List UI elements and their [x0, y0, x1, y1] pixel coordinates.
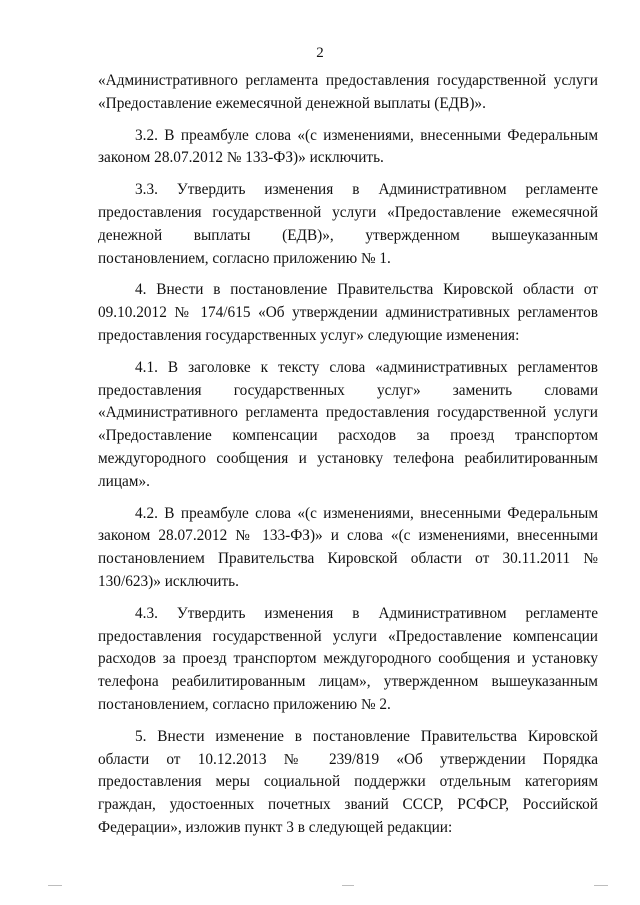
paragraph-3-2: 3.2. В преамбуле слова «(с изменениями, внесенными Федеральным законом 28.07.2012 № 133-ФЗ)» исключить. [98, 126, 598, 167]
paragraph-3-3: 3.3. Утвердить изменения в Административном регламенте предоставления государственной услуги «Предоставление ежемесячной денежной выплаты (ЕДВ)», утвержденном вышеуказанным постановлением, согласно приложению № 1. [98, 181, 598, 267]
scan-mark-right [594, 885, 608, 886]
paragraph-4: 4. Внести в постановление Правительства Кировской области от 09.10.2012 № 174/615 «Об утверждении административных регламентов предоставления государственных услуг» следующие изменения: [98, 281, 598, 344]
paragraph-4-1: 4.1. В заголовке к тексту слова «административных регламентов предоставления государственных услуг» заменить словами «Административного регламента предоставления государственной услуги «Предоставление компенсации расходов за проезд транспортом междугородного сообщения и установку телефона реабилитированным лицам». [98, 358, 598, 490]
scan-mark-left [48, 885, 62, 886]
paragraph-5: 5. Внести изменение в постановление Правительства Кировской области от 10.12.2013 № 239/819 «Об утверждении Порядка предоставления меры социальной поддержки отдельным категориям граждан, удостоенных почетных званий СССР, РСФСР, Российской Федерации», изложив пункт 3 в следующей редакции: [98, 727, 598, 836]
document-body [98, 70, 598, 840]
scan-mark-center [342, 885, 354, 886]
page-number: 2 [316, 45, 324, 61]
paragraph-4-3: 4.3. Утвердить изменения в Административном регламенте предоставления государственной услуги «Предоставление компенсации расходов за проезд транспортом междугородного сообщения и установку телефона реабилитированным лицам», утвержденном вышеуказанным постановлением, согласно приложению № 2. [98, 604, 598, 713]
paragraph-regulation-title-continuation: «Административного регламента предоставления государственной услуги «Предоставление ежемесячной денежной выплаты (ЕДВ)». [98, 72, 598, 112]
paragraph-4-2: 4.2. В преамбуле слова «(с изменениями, внесенными Федеральным законом 28.07.2012 № 133-ФЗ)» и слова «(с изменениями, внесенными постановлением Правительства Кировской области от 30.11.2011 № 130/623)» исключить. [98, 504, 598, 590]
